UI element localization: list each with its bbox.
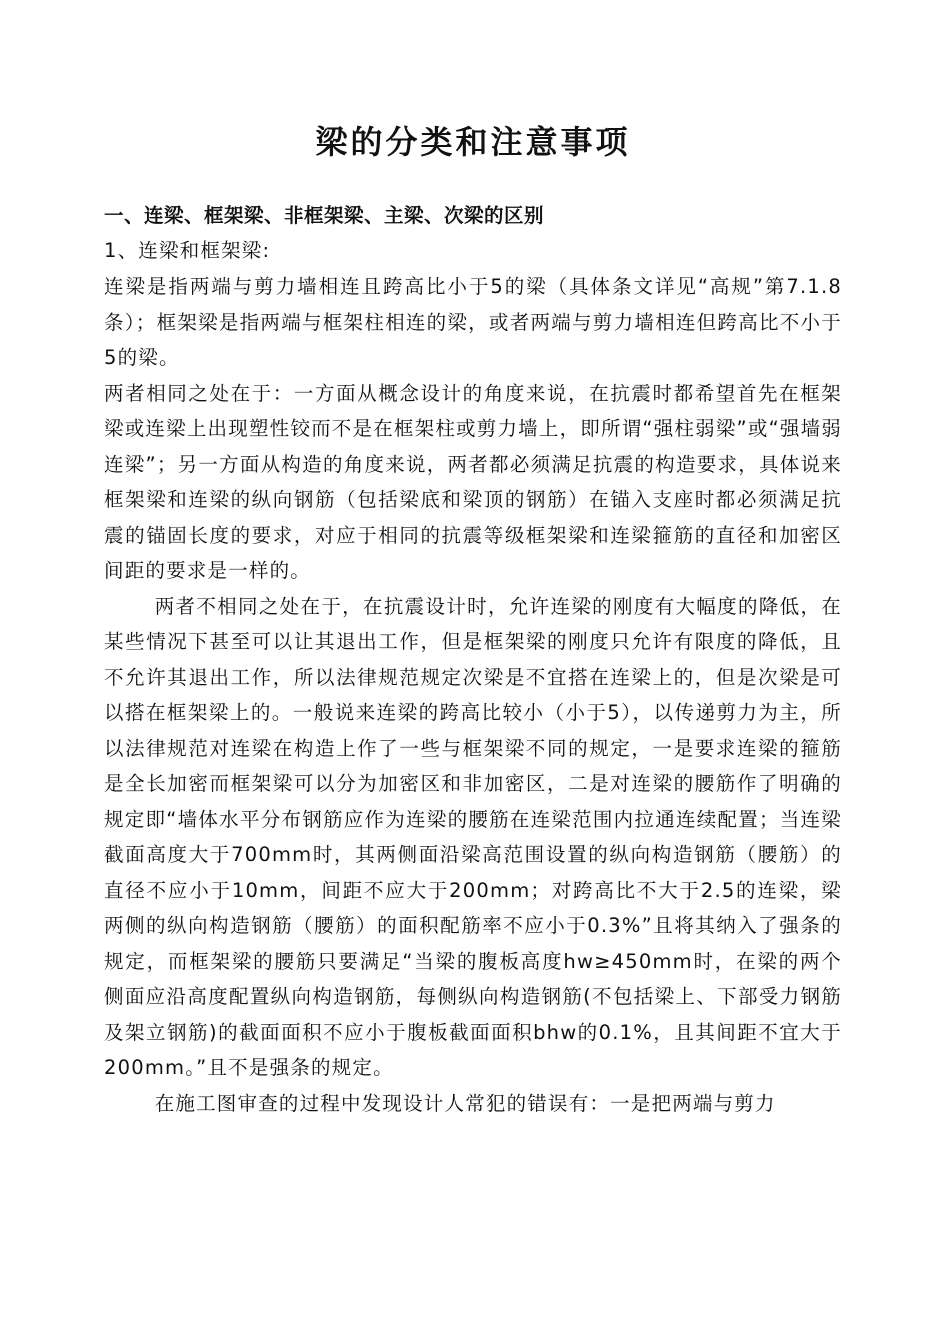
paragraph-review-errors: 在施工图审查的过程中发现设计人常犯的错误有：一是把两端与剪力 — [154, 1091, 776, 1115]
document-title: 梁的分类和注意事项 — [315, 123, 631, 161]
subsection-heading: 1、连梁和框架梁: — [104, 239, 271, 262]
paragraph-definition: 连梁是指两端与剪力墙相连且跨高比小于5的梁（具体条文详见“高规”第7.1.8条）；框架梁是指两端与框架柱相连的梁，或者两端与剪力墙相连但跨高比不小于5的梁。 — [104, 275, 842, 369]
section-heading: 一、连梁、框架梁、非框架梁、主梁、次梁的区别 — [104, 204, 545, 227]
paragraph-similarities: 两者相同之处在于：一方面从概念设计的角度来说，在抗震时都希望首先在框架梁或连梁上出现塑性铰而不是在框架柱或剪力墙上，即所谓“强柱弱梁”或“强墙弱连梁”；另一方面从构造的角度来说，两者都必须满足抗震的构造要求，具体说来框架梁和连梁的纵向钢筋（包括梁底和梁顶的钢筋）在锚入支座时都必须满足抗震的锚固长度的要求，对应于相同的抗震等级框架梁和连梁箍筋的直径和加密区间距的要求是一样的。 — [104, 381, 842, 582]
paragraph-differences: 两者不相同之处在于，在抗震设计时，允许连梁的刚度有大幅度的降低，在某些情况下甚至可以让其退出工作，但是框架梁的刚度只允许有限度的降低，且不允许其退出工作，所以法律规范规定次梁是不宜搭在连梁上的，但是次梁是可以搭在框架梁上的。一般说来连梁的跨高比较小（小于5），以传递剪力为主，所以法律规范对连梁在构造上作了一些与框架梁不同的规定，一是要求连梁的箍筋是全长加密而框架梁可以分为加密区和非加密区，二是对连梁的腰筋作了明确的规定即“墙体水平分布钢筋应作为连梁的腰筋在连梁范围内拉通连续配置；当连梁截面高度大于700mm时，其两侧面沿梁高范围设置的纵向构造钢筋（腰筋）的直径不应小于10mm，间距不应大于200mm；对跨高比不大于2.5的连梁，梁两侧的纵向构造钢筋（腰筋）的面积配筋率不应小于0.3%”且将其纳入了强条的规定，而框架梁的腰筋只要满足“当梁的腹板高度hw≥450mm时，在梁的两个侧面应沿高度配置纵向构造钢筋，每侧纵向构造钢筋(不包括梁上、下部受力钢筋及架立钢筋)的截面面积不应小于腹板截面面积bhw的0.1%，且其间距不宜大于200mm。”且不是强条的规定。 — [104, 594, 842, 1079]
